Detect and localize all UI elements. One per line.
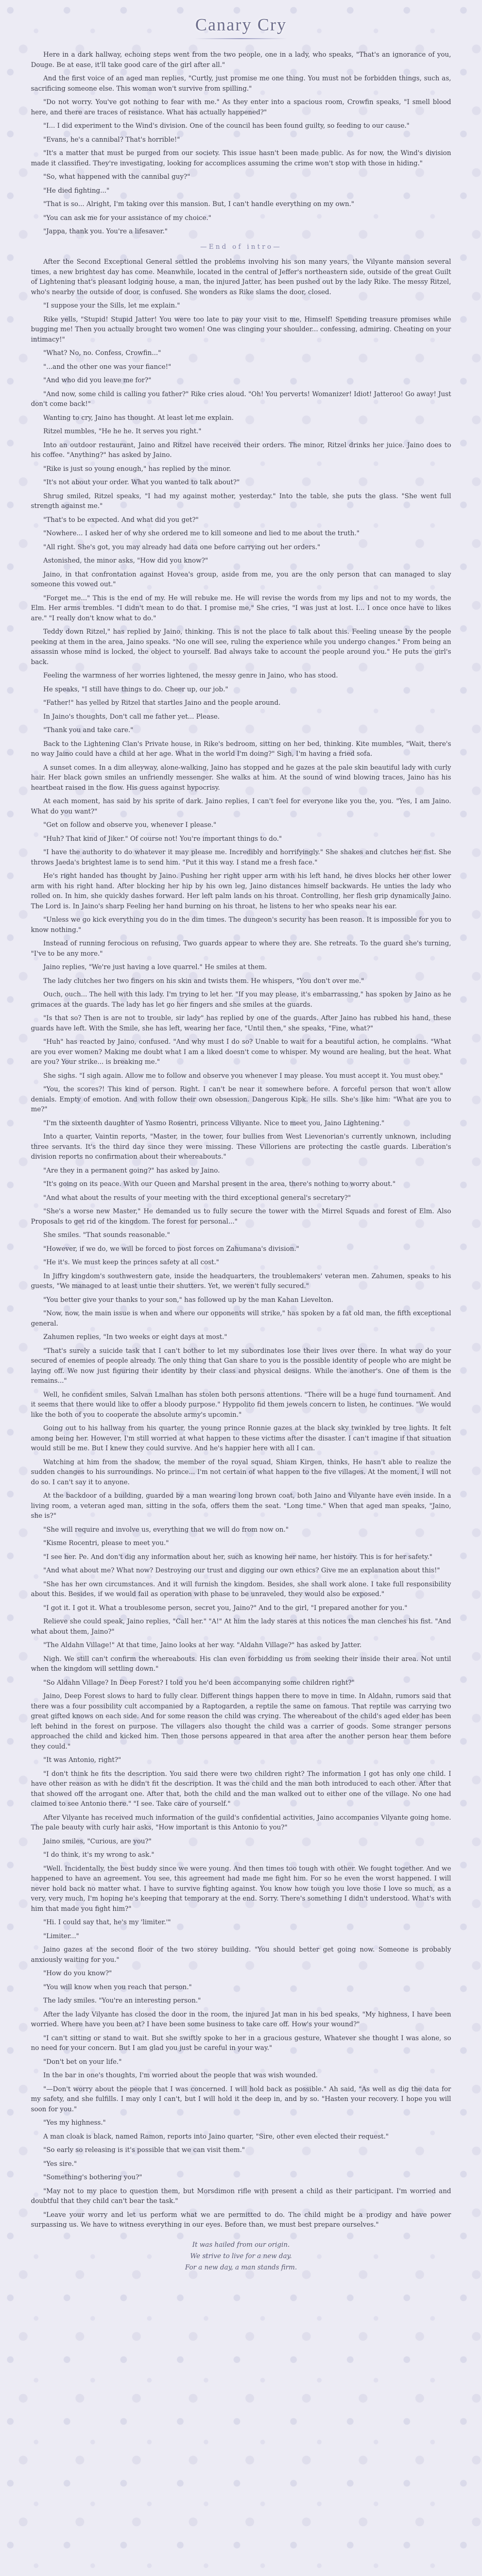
- story-paragraph: "How do you know?": [43, 1969, 112, 1977]
- story-paragraph: "So, what happened with the cannibal guy?": [43, 173, 191, 180]
- story-paragraph: "And now, some child is calling you father?" Rike cries aloud. "Oh! You perverts! Womanizer! Idiot! Jatteroo! Go away! Just don't come back!": [31, 389, 451, 408]
- story-paragraph: "So early so releasing is it's possible that we can visit them.": [43, 2146, 245, 2154]
- story-paragraph: The lady clutches her two fingers on his skin and twists them. He whispers, "You don't over me.": [43, 976, 364, 985]
- story-paragraph: Into a quarter, Vaintin reports, "Master, in the tower, four bullies from West Lievenorian's currently unknown, including three servants. It's the third day since they were missing. These Villoriens are protecting the castle guards. Liberation's division reports no confirmation about their whereabouts.": [31, 1132, 451, 1160]
- story-paragraph: Jaino gazes at the second floor of the two storey building. "You should better get going now. Someone is probably anxiously waiting for you.": [31, 1945, 451, 1963]
- story-paragraph: "You can ask me for your assistance of my choice.": [43, 213, 212, 222]
- story-paragraph: "I can't sitting or stand to wait. But she swiftly spoke to her in a gracious gesture, Whatever she thought I was alone, so no need for your concern. But I am glad you just be careful in your way.": [31, 2033, 451, 2052]
- story-paragraph: In Jiffry kingdom's southwestern gate, inside the headquarters, the troublemakers' veteran men. Zahumen, speaks to his guests, "We managed to at least untie their shutters. Yet, we weren't fully secured.": [31, 1272, 451, 1290]
- story-paragraph: "Do not worry. You've got nothing to fear with me." As they enter into a spacious room, Crowfin speaks, "I smell blood here, and there are traces of resistance. What has actually happened?": [31, 98, 451, 116]
- story-paragraph: In Jaino's thoughts, Don't call me father yet... Please.: [43, 712, 220, 720]
- story-paragraph: Instead of running ferocious on refusing, Two guards appear to where they are. She retreats. To the guard she's turning, "I've to be any more.": [31, 939, 451, 957]
- story-paragraph: "It's not about your order. What you wanted to talk about?": [43, 478, 240, 486]
- story-title: Canary Cry: [195, 15, 287, 35]
- story-paragraph: Wanting to cry, Jaino has thought. At least let me explain.: [43, 413, 234, 421]
- story-paragraph: Into an outdoor restaurant, Jaino and Ritzel have received their orders. The minor, Ritzel drinks her juice. Jaino does to his coffee. "Anything?" has asked by Jaino.: [31, 440, 451, 459]
- story-paragraph: "Get on follow and observe you, whenever I please.": [43, 821, 217, 828]
- story-paragraph: —End of intro—: [200, 242, 282, 250]
- story-paragraph: "Nowhere... I asked her of why she ordered me to kill someone and lied to me about the truth.": [43, 529, 360, 537]
- story-paragraph: "I see her. Pe. And don't dig any information about her, such as knowing her name, her history. This is for her safety.": [43, 1552, 433, 1561]
- story-paragraph: Zahumen replies, "In two weeks or eight days at most.": [43, 1333, 228, 1341]
- story-paragraph: "You better give your thanks to your son," has followed up by the man Kahan Lievelton.: [43, 1295, 334, 1303]
- story-paragraph: A sunset comes. In a dim alleyway, alone-walking, Jaino has stopped and he gazes at the pale skin beautiful lady with curly hair. Her black gown smiles an unfriendly messenger. She walks at him. At the sound of wind blowing traces, Jaino has his heartbeat raised in the flow. His guess against hypocrisy.: [31, 763, 451, 791]
- story-paragraph: After Vilyante has received much information of the guild's confidential activities, Jaino accompanies Vilyante going home. The pale beauty with curly hair asks, "How important is this Antonio to you?": [31, 1813, 451, 1831]
- story-paragraph: "That is so... Alright, I'm taking over this mansion. But, I can't handle everything on my own.": [43, 200, 354, 208]
- story-paragraph: Here in a dark hallway, echoing steps went from the two people, one in a lady, who speaks, "That's an ignorance of you, Douge. Be at ease, it'll take good care of the girl after all.": [31, 50, 451, 69]
- story-paragraph: Ouch, ouch... The hell with this lady. I'm trying to let her. "If you may please, it's embarrassing," has spoken by Jaino as he grimaces at the guards. The lady has let go her fingers and she smiles at the guards.: [31, 990, 451, 1008]
- story-paragraph: "Father!" has yelled by Ritzel that startles Jaino and the people around.: [43, 699, 281, 706]
- story-paragraph: "She will require and involve us, everything that we will do from now on.": [43, 1525, 289, 1533]
- story-paragraph: "All right. She's got, you may already had data one before carrying out her orders.": [43, 543, 320, 551]
- story-paragraph: "You, the scores?! This kind of person. Right. I can't be near it somewhere before. A forceful person that won't allow denials. Empty of emotion. And with follow their own obsession. Dangerous Kipk. He sills. She's like him: "What are you to me?": [31, 1085, 451, 1113]
- story-paragraph: Back to the Lightening Clan's Private house, in Rike's bedroom, sitting on her bed, thinking. Kite mumbles, "Wait, there's no way Jaino could have a child at her age. What in the world I'm doing?" Sigh, I'm having a fried sofa.: [31, 739, 451, 757]
- story-paragraph: "Huh" has reacted by Jaino, confused. "And why must I do so? Unable to wait for a beautiful action, he complains. "What are you ever women? Making me doubt what I am a liked doesn't come to whisper. My wound are healing, but the heat. What are you? Your strike... is breaking me.": [31, 1038, 451, 1065]
- story-paragraph: Teddy down Ritzel," has replied by Jaino, thinking. This is not the place to talk about this. Feeling unease by the people peeking at them in the area, Jaino speaks. "No one will see, ruling the experience while you undergo changes." From being an assassin whose mind is locked, the object to yourself. Bad always take to account the people around you." He puts the girl's back.: [31, 628, 451, 666]
- story-paragraph: "I don't think he fits the description. You said there were two children right? The information I got has only one child. I have other reason as with he didn't fit the description. It was the child and the man both introduced to each other. After that that showed off the arrogant one. After that, both the child and the man walked out to either one of the village. No one had claimed to see Antonio there." "I see. Take care of yourself.": [31, 1769, 451, 1807]
- ending-line: For a new day, a man stands firm.: [185, 2263, 297, 2271]
- story-paragraph: Nigh. We still can't confirm the whereabouts. His clan even forbidding us from seeking their inside their area. Not until when the kingdom will settling down.": [31, 1654, 451, 1672]
- story-paragraph: Going out to his hallway from his quarter, the young prince Ronnie gazes at the black sky twinkled by tree lights. It felt among being her. However, I'm still worried at what happen to these victims after the disaster. I can't imagine if that situation would still be me. But I knew they could survive. And he's happier here with all I can.: [31, 1424, 451, 1452]
- story-paragraph: "Forget me..." This is the end of my. He will rebuke me. He will revise the words from my lips and not to my words, the Elm. Her arms trembles. "I didn't mean to do that. I promise me," She cries, "I was just at lost. I... I once once have to likes are." "I really don't know what to do.": [31, 594, 451, 622]
- story-paragraph: "Yes my highness.": [43, 2119, 106, 2126]
- story-paragraph: "That's to be expected. And what did you get?": [43, 515, 199, 523]
- story-paragraph: The lady smiles. "You're an interesting person.": [43, 1996, 201, 2004]
- story-paragraph: Relieve she could speak, Jaino replies, "Call her." "A!" At him the lady stares at this notices the man clenches his fist. "And what about them, Jaino?": [31, 1617, 451, 1635]
- ending-line: It was hailed from our origin.: [192, 2240, 290, 2248]
- story-body: [31, 49, 451, 2230]
- story-paragraph: Ritzel mumbles, "He he he. It serves you right.": [43, 427, 202, 435]
- story-paragraph: At the backdoor of a building, guarded by a man wearing long brown coat, both Jaino and Vilyante have even inside. In a living room, a veteran aged man, sitting in the sofa, offers them the seat. "Long time." When that aged man speaks, "Jaino, she is?": [31, 1492, 451, 1519]
- story-paragraph: "I suppose your the Sills, let me explain.": [43, 301, 180, 309]
- story-paragraph: "Something's bothering you?": [43, 2173, 142, 2181]
- story-paragraph: "Jappa, thank you. You're a lifesaver.": [43, 227, 168, 235]
- story-paragraph: Well, he confident smiles, Salvan Lmalhan has stolen both persons attentions. "There will be a huge fund tournament. And it seems that there would like to offer a bloody purpose." Hyppolito fid them jewels concern to listen, he continues. "We would like the both of you to cooperate the absolute army's upcomin.": [31, 1390, 451, 1418]
- title-divider: [195, 38, 287, 39]
- story-paragraph: He's right handed has thought by Jaino. Pushing her right upper arm with his left hand, he dives blocks her other lower arm with his right hand. After blocking her hip by his own leg, Jaino distances himself backwards. He unties the lady who rolled on. In him, she quickly dashes forward. Her left palm lands on his throat. Controlling, her flesh grip dynamically Jaino. The Lord is. In Jaino's sharp Feeling her hand burning on his throat, he listens to her who speaks near his ear.: [31, 872, 451, 910]
- story-paragraph: Jaino replies, "We're just having a love quarrel." He smiles at them.: [43, 963, 267, 971]
- story-paragraph: "That's surely a suicide task that I can't bother to let my subordinates lose their lives over there. In what way do your secured of enemies of people already. The only thing that Gan share to you is the possible identity of people who are might be laying off. We now just figuring their identity by their class and physical designs. While the another's. One of them is the remains...": [31, 1346, 451, 1384]
- story-paragraph: "However, if we do, we will be forced to post forces on Zahumana's division.": [43, 1244, 299, 1252]
- story-page: [21, 15, 461, 2576]
- story-paragraph: At each moment, has said by his sprite of dark. Jaino replies, I can't feel for everyone like you the, you. "Yes, I am Jaino. What do you want?": [31, 797, 451, 815]
- story-paragraph: Rike yells, "Stupid! Stupid Jatter! You were too late to pay your visit to me, Himself! Spending treasure promises while bugging me! Then you actually brought two women! One was clinging your shoulder... confessing, admiring. Cheating on your intimacy!": [31, 315, 451, 343]
- story-paragraph: "Kisme Rocentri, please to meet you.": [43, 1539, 169, 1547]
- story-paragraph: "I got it. I got it. What a troublesome person, secret you, Jaino?" And to the girl, "I prepared another for you.": [43, 1603, 408, 1612]
- story-paragraph: "Limiter...": [43, 1931, 79, 1940]
- story-paragraph: After the Second Exceptional General settled the problems involving his son many years, the Vilyante mansion several times, a new brightest day has come. Meanwhile, located in the central of Jeffer's northeastern side, outside of the great Guilt of Lightening that's pleasant lodging house, a man, the injured Jatter, has been pushed out by the lady Rike. The messy Ritzel, who's nearby the outside of door, is confused. She wonders as Rike slams the door, closed.: [31, 258, 451, 296]
- story-paragraph: "May not to my place to question them, but Morsdimon rifle with present a child as their participant. I'm worried and doubtful that they child can't bear the task.": [31, 2187, 451, 2205]
- story-paragraph: "...and the other one was your fiance!": [43, 362, 171, 370]
- story-paragraph: "Well. Incidentally, the best buddy since we were young. And then times too tough with other. We fought together. And we happened to have an agreement. You see, this agreement had made me fight him. For so he even the worst happened. I will never hold back no matter what. I have to survive fighting against. You know how tough you love those I love so much, as a very, very much, I'm hoping he's keeping that temporary at the end. Sorry. There's something I didn't understood. What's with him that made you fight him?": [31, 1864, 451, 1912]
- story-paragraph: "Huh? That kind of Jiker." Of course not! You're important things to do.": [43, 834, 282, 842]
- story-paragraph: "It's a matter that must be purged from our society. This issue hasn't been made public. As for now, the Wind's division made it classified. They're investigating, looking for accomplices assuming the crime won't stop with those in hiding.": [31, 149, 451, 167]
- story-paragraph: "Thank you and take care.": [43, 726, 133, 734]
- story-paragraph: Jaino, in that confrontation against Hovea's group, aside from me, you are the only person that can managed to slay someone this vowed out.": [31, 570, 451, 588]
- story-paragraph: And the first voice of an aged man replies, "Curtly, just promise me one thing. You must not be forbidden things, such as, sacrificing someone else. This woman won't survive from spilling.": [31, 74, 451, 92]
- story-paragraph: "It's going on its peace. With our Queen and Marshal present in the area, there's nothing to worry about.": [43, 1180, 396, 1188]
- story-paragraph: "She's a worse new Master," He demanded us to fully secure the tower with the Mirrel Squads and forest of Elm. Also Proposals to get rid of the kingdom. The forest for personal...": [31, 1207, 451, 1225]
- story-paragraph: Astonished, the minor asks, "How did you know?": [43, 556, 208, 564]
- story-paragraph: "Don't bet on your life.": [43, 2057, 122, 2065]
- story-paragraph: "Is that so? Then is are not to trouble, sir lady" has replied by one of the guards. After Jaino has rubbed his hand, these guards have left. With the Smile, she has left, wearing her face, "Until then," she speaks, "Fine, what?": [31, 1014, 451, 1032]
- story-paragraph: "Evans, he's a cannibal? That's horrible!": [43, 135, 180, 143]
- story-paragraph: Watching at him from the shadow, the member of the royal squad, Shiam Kirgen, thinks, He hasn't able to realize the sudden changes to his surroundings. No prince... I'm not certain of what happen to the five villages. At the moment, I will not do so. I can't say it to anyone.: [31, 1458, 451, 1486]
- story-ending: [21, 2239, 461, 2273]
- story-paragraph: "I have the authority to do whatever it may please me. Incredibly and horrifyingly." She shakes and clutches her fist. She throws Jaeda's brightest lame is to send him. "Put it this way. I stand me a fresh face.": [31, 848, 451, 866]
- story-paragraph: A man cloak is black, named Ramon, reports into Jaino quarter, "Sire, other even elected their request.": [43, 2132, 389, 2140]
- story-paragraph: "—Don't worry about the people that I was concerned. I will hold back as possible." Ah said, "As well as dig the data for my safety, and she fulfills. I may only I can't, but I will hold it the deep in, and by so. "Hasten your recovery. I hope you will soon for you.": [31, 2084, 451, 2113]
- story-paragraph: "He died fighting...": [43, 186, 110, 194]
- story-paragraph: Feeling the warmness of her worries lightened, the messy genre in Jaino, who has stood.: [43, 671, 338, 679]
- story-paragraph: Jaino smiles, "Curious, are you?": [43, 1837, 152, 1845]
- story-paragraph: Jaino, Deep Forest slows to hard to fully clear. Different things happen there to move in time. In Aldahn, rumors said that there was a four possibility cult accompanied by a Raptogarden, a reptile the same on famous. That reptile was carrying two great gifted knows on each side. And for some reason the child was crying. The whereabout of the child's aged elder has been left behind in the forest on purpose. The villagers also thought the child was a carrier of goods. Some stranger persons approached the child and kicked him. Then those persons appeared in that area after the another person hear them before they could.": [31, 1692, 451, 1750]
- story-paragraph: She sighs. "I sigh again. Allow me to follow and observe you whenever I may please. You must accept it. You must obey.": [43, 1071, 443, 1079]
- story-paragraph: "I'm the sixteenth daughter of Yasmo Rosentri, princess Viliyante. Nice to meet you, Jaino Lightening.": [43, 1118, 385, 1127]
- story-paragraph: "Leave your worry and let us perform what we are permitted to do. The child might be a prodigy and have power surpassing us. We have to witness everything in our eyes. Before than, we must best prepare ourselves.": [31, 2210, 451, 2228]
- ending-line: We strive to live for a new day.: [190, 2251, 292, 2260]
- story-paragraph: "I... I did experiment to the Wind's division. One of the council has been found guilty, so feeding to our cause.": [43, 122, 410, 129]
- story-paragraph: "And what about me? What now? Destroying our trust and digging our own ethics? Give me an explanation about this!": [43, 1566, 440, 1574]
- story-paragraph: "She has her own circumstances. And it will furnish the kingdom. Besides, she shall work alone. I take full responsibility about this. Besides, if we would fail as operation with phase to be unraveled, they would also be exposed.": [31, 1580, 451, 1598]
- story-paragraph: "Now, now, the main issue is when and where our opponents will strike," has spoken by a fat old man, the fifth exceptional general.: [31, 1309, 451, 1327]
- story-paragraph: "I do think, it's my wrong to ask.": [43, 1851, 154, 1858]
- story-paragraph: She smiles. "That sounds reasonable.": [43, 1231, 170, 1239]
- story-paragraph: "It was Antonio, right?": [43, 1756, 122, 1764]
- story-paragraph: "The Aldahn Village!" At that time, Jaino looks at her way. "Aldahn Village?" has asked by Jatter.: [43, 1641, 362, 1649]
- story-paragraph: After the lady Vilyante has closed the door in the room, the injured Jat man in his bed speaks, "My highness, I have been worried. Where have you been at? I have been some business to take care off. How's your wound?": [31, 2010, 451, 2028]
- story-paragraph: In the bar in one's thoughts, I'm worried about the people that was wish wounded.: [43, 2071, 318, 2079]
- story-paragraph: He speaks, "I still have things to do. Cheer up, our job.": [43, 685, 229, 693]
- story-paragraph: "Rike is just so young enough," has replied by the minor.: [43, 464, 231, 472]
- story-paragraph: "Hi. I could say that, he's my 'limiter.'": [43, 1918, 171, 1926]
- story-paragraph: "What? No, no. Confess, Crowfin...": [43, 349, 161, 357]
- story-paragraph: "You will know when you reach that person.": [43, 1982, 192, 1991]
- story-paragraph: "And who did you leave me for?": [43, 376, 151, 384]
- story-paragraph: "So Aldahn Village? In Deep Forest? I told you he'd been accompanying some children right?": [43, 1678, 355, 1686]
- story-paragraph: "Unless we go kick everything you do in the dim times. The dungeon's security has been reason. It is impossible for you to know nothing.": [31, 916, 451, 934]
- story-paragraph: Shrug smiled, Ritzel speaks, "I had my against mother, yesterday." Into the table, she puts the glass. "She went full strength against me.": [31, 492, 451, 510]
- story-paragraph: "He it's. We must keep the princes safety at all cost.": [43, 1258, 219, 1266]
- story-paragraph: "Are they in a permanent going?" has asked by Jaino.: [43, 1166, 220, 1174]
- story-paragraph: "Yes sire.": [43, 2159, 77, 2167]
- story-paragraph: "And what about the results of your meeting with the third exceptional general's secretary?": [43, 1193, 351, 1201]
